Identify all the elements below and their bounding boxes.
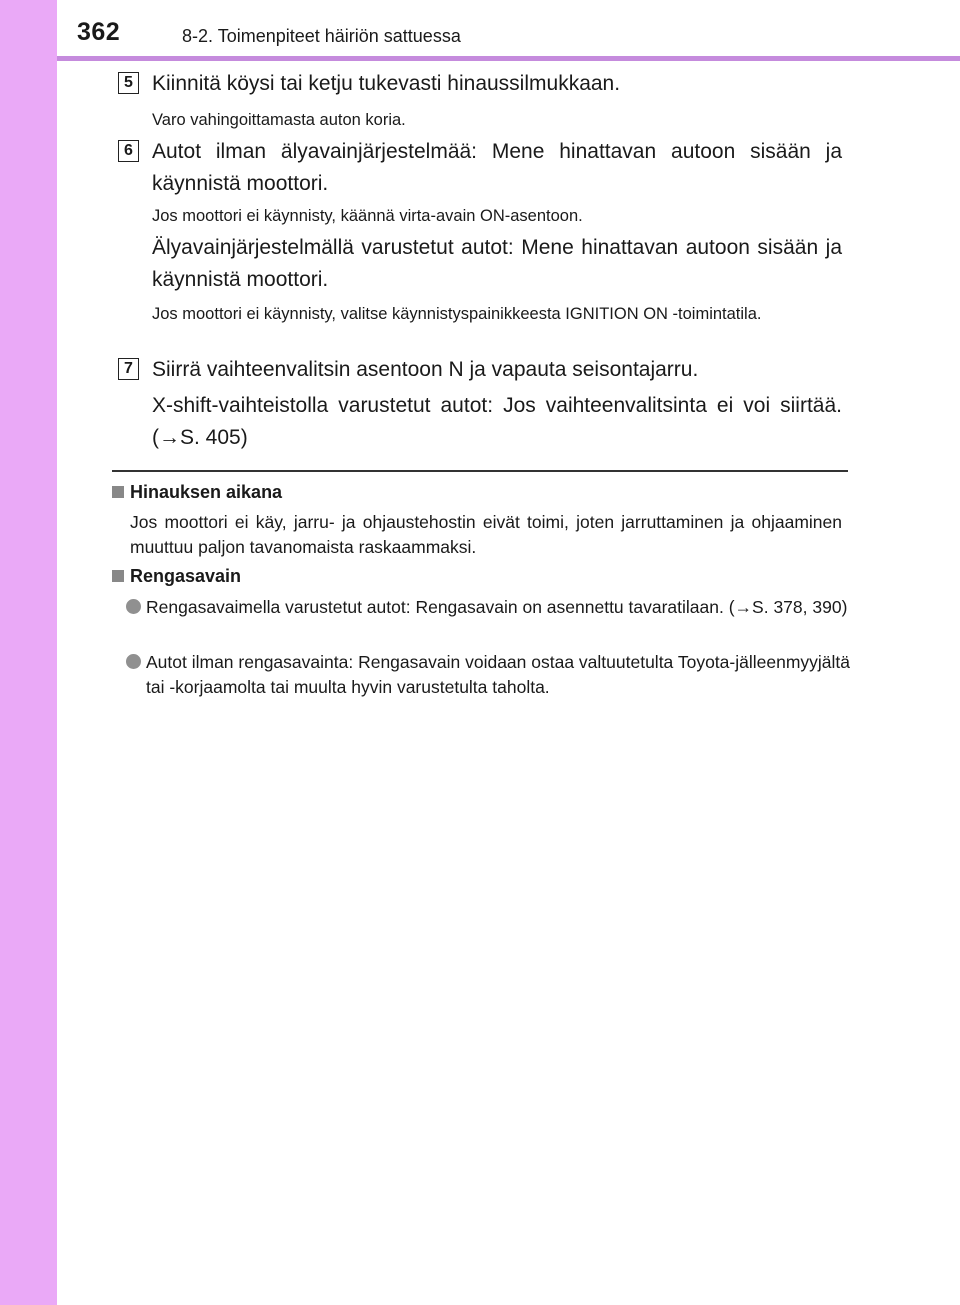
note-body-towing: Jos moottori ei käy, jarru- ja ohjaustehostin eivät toimi, joten jarruttaminen ja ohjaaminen muuttuu paljon tavanomaista raskaammaksi. — [130, 512, 842, 557]
step-6-text: Autot ilman älyavainjärjestelmää: Mene hinattavan autoon sisään ja käynnistä moottori. — [152, 140, 842, 195]
list-item — [126, 595, 850, 620]
step-6-note: Jos moottori ei käynnisty, käännä virta-avain ON-asentoon. — [152, 207, 583, 225]
wrench-bullet-2: Autot ilman rengasavainta: Rengasavain voidaan ostaa valtuutetulta Toyota-jälleenmyyjältä tai -korjaamolta tai muulta hyvin varustetulta taholta. — [146, 652, 850, 697]
circle-bullet-icon — [126, 599, 141, 614]
note-heading-towing-text: Hinauksen aikana — [130, 482, 283, 502]
note-heading-towing — [112, 482, 282, 503]
side-color-tab — [0, 0, 57, 1305]
step-7-text: Siirrä vaihteenvalitsin asentoon N ja vapauta seisontajarru. — [152, 358, 699, 381]
note-heading-wrench — [112, 566, 241, 587]
circle-bullet-icon — [126, 654, 141, 669]
step-7-text-xshift: X-shift-vaihteistolla varustetut autot: Jos vaihteenvalitsinta ei voi siirtää. (→S. 405) — [152, 394, 842, 449]
step-5-note: Varo vahingoittamasta auton koria. — [152, 111, 406, 129]
step-number-5: 5 — [118, 72, 139, 94]
step-number-7: 7 — [118, 358, 139, 380]
step-6-note-smartkey: Jos moottori ei käynnisty, valitse käynnistyspainikkeesta IGNITION ON -toimintatila. — [152, 305, 762, 323]
page-number: 362 — [77, 18, 121, 46]
header-rule — [57, 56, 960, 61]
step-5-text: Kiinnitä köysi tai ketju tukevasti hinaussilmukkaan. — [152, 72, 621, 95]
note-heading-wrench-text: Rengasavain — [130, 566, 242, 586]
wrench-bullet-1: Rengasavaimella varustetut autot: Rengasavain on asennettu tavaratilaan. (→S. 378, 390) — [146, 597, 848, 617]
section-divider — [112, 470, 848, 472]
square-bullet-icon — [112, 570, 124, 582]
step-number-6: 6 — [118, 140, 139, 162]
step-6-text-smartkey: Älyavainjärjestelmällä varustetut autot: Mene hinattavan autoon sisään ja käynnistä moottori. — [152, 236, 842, 291]
section-title: 8-2. Toimenpiteet häiriön sattuessa — [182, 26, 461, 46]
square-bullet-icon — [112, 486, 124, 498]
list-item — [126, 650, 850, 700]
